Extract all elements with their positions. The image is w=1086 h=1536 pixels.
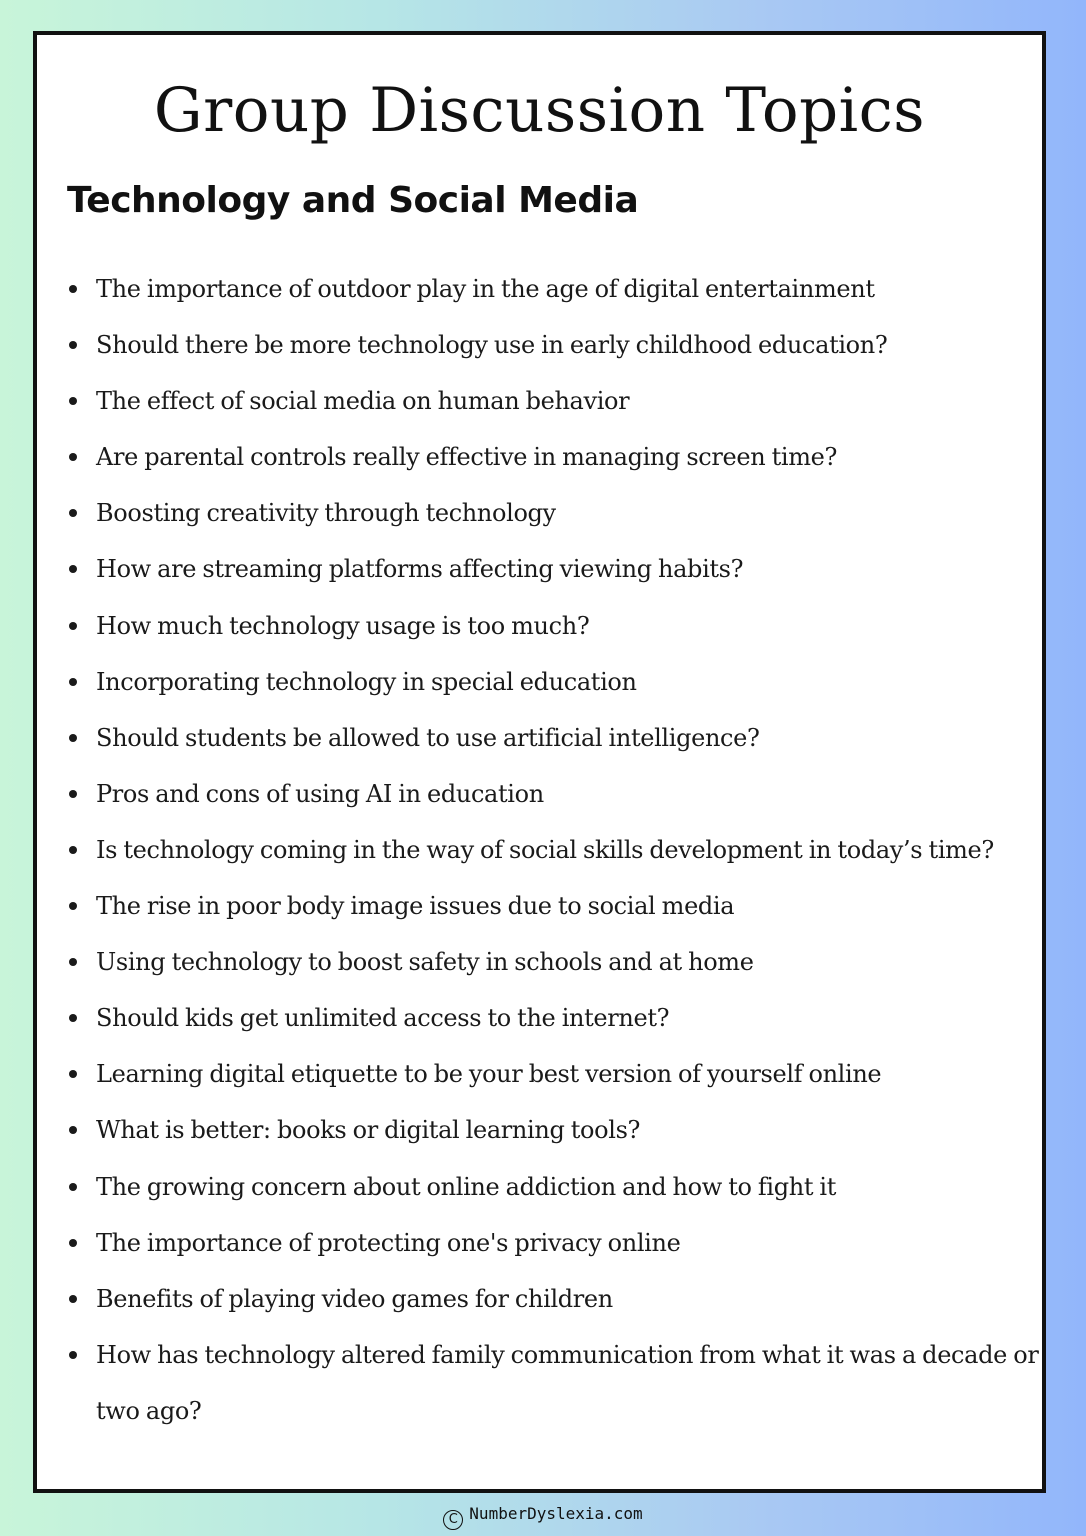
list-item: Learning digital etiquette to be your best version of yourself online [67, 1046, 1042, 1102]
list-item: What is better: books or digital learning tools? [67, 1102, 1042, 1158]
section-title: Technology and Social Media [67, 180, 639, 221]
list-item: The importance of protecting one's privacy online [67, 1215, 1042, 1271]
topic-list [67, 261, 1042, 1439]
list-item: Boosting creativity through technology [67, 485, 1042, 541]
list-item: Pros and cons of using AI in education [67, 766, 1042, 822]
footer-credit [0, 1502, 1086, 1530]
list-item: Using technology to boost safety in schools and at home [67, 934, 1042, 990]
list-item: How are streaming platforms affecting viewing habits? [67, 541, 1042, 597]
copyright-icon: C [443, 1510, 463, 1530]
list-item: How much technology usage is too much? [67, 598, 1042, 654]
list-item: Should there be more technology use in early childhood education? [67, 317, 1042, 373]
list-item: The growing concern about online addiction and how to fight it [67, 1159, 1042, 1215]
list-item: Is technology coming in the way of social skills development in today’s time? [67, 822, 1042, 878]
list-item: Are parental controls really effective in managing screen time? [67, 429, 1042, 485]
page-title: Group Discussion Topics [153, 75, 926, 146]
list-item: The effect of social media on human behavior [67, 373, 1042, 429]
list-item: The importance of outdoor play in the age of digital entertainment [67, 261, 1042, 317]
list-item: Incorporating technology in special education [67, 654, 1042, 710]
list-item: Should students be allowed to use artificial intelligence? [67, 710, 1042, 766]
topics-card [33, 31, 1046, 1493]
list-item: How has technology altered family communication from what it was a decade or two ago? [67, 1327, 1042, 1439]
site-name: NumberDyslexia.com [469, 1504, 643, 1523]
list-item: Benefits of playing video games for children [67, 1271, 1042, 1327]
list-item: The rise in poor body image issues due to social media [67, 878, 1042, 934]
list-item: Should kids get unlimited access to the internet? [67, 990, 1042, 1046]
